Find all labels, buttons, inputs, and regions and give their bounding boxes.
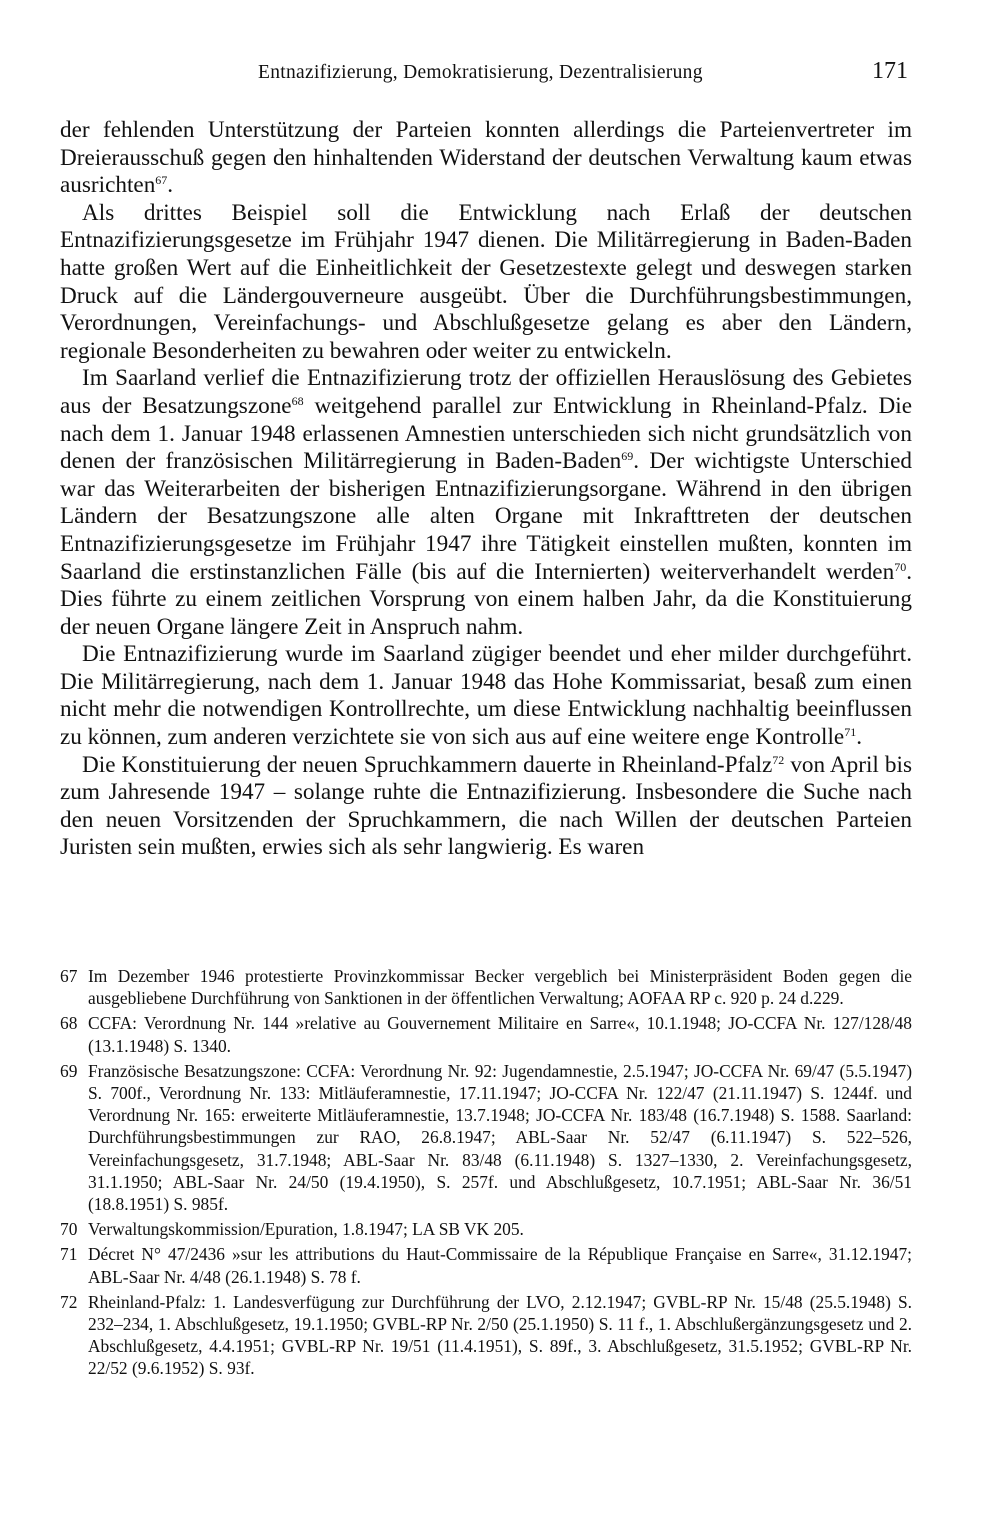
paragraph-text: . Der wichtigste Unterschied war das Weiterarbeiten der bisherigen Entnazifizierungsorgane. Während in den übrigen Ländern der Besatzungszone alle alten Organe mit Inkrafttreten der deutschen Entnazifizierungsgesetze im Frühjahr 1947 ihre Tätigkeit einstellen mußten, konnten im Saarland die erstinstanzlichen Fälle (bis auf die Internierten) weiterverhandelt werden xyxy=(60,448,912,585)
body-paragraph xyxy=(60,365,912,641)
footnote xyxy=(60,1060,912,1215)
footnote-reference: 68 xyxy=(291,393,304,408)
footnote xyxy=(60,1291,912,1380)
footnote-text: CCFA: Verordnung Nr. 144 »relative au Gouvernement Militaire en Sarre«, 10.1.1948; JO-CCFA Nr. 127/128/48 (13.1.1948) S. 1340. xyxy=(88,1013,912,1056)
paragraph-text: Im Saarland verlief die Entnazifizierung trotz der offiziellen Herauslösung des Gebietes aus der Besatzungszone xyxy=(60,365,912,419)
footnote-number: 71 xyxy=(60,1244,78,1265)
footnote-text: Décret N° 47/2436 »sur les attributions du Haut-Commissaire de la République Française en Sarre«, 31.12.1947; ABL-Saar Nr. 4/48 (26.1.1948) S. 78 f. xyxy=(88,1244,912,1287)
footnote-reference: 69 xyxy=(621,449,634,464)
footnote-number: 70 xyxy=(60,1219,78,1240)
body-paragraph xyxy=(60,200,912,366)
body-paragraph xyxy=(60,117,912,200)
body-paragraph xyxy=(60,752,912,862)
footnote-text: Verwaltungskommission/Epuration, 1.8.1947; LA SB VK 205. xyxy=(88,1219,524,1240)
paragraph-text: von April bis zum Jahresende 1947 – solange ruhte die Entnazifizierung. Insbesondere die Suche nach den neuen Vorsitzenden der Spruchkammern, die nach Willen der deutschen Parteien Juristen sein mußten, erwies sich als sehr langwierig. Es waren xyxy=(60,751,912,861)
paragraph-text: . Dies führte zu einem zeitlichen Vorsprung von einem halben Jahr, da die Konstituierung der neuen Organe längere Zeit in Anspruch nahm. xyxy=(60,558,912,640)
running-head: Entnazifizierung, Demokratisierung, Dezentralisierung xyxy=(258,62,703,83)
body-text xyxy=(60,117,912,862)
footnote xyxy=(60,965,912,1009)
footnote-text: Rheinland-Pfalz: 1. Landesverfügung zur Durchführung der LVO, 2.12.1947; GVBL-RP Nr. 15/48 (25.5.1948) S. 232–234, 1. Abschlußgesetz, 19.1.1950; GVBL-RP Nr. 2/50 (25.1.1950) S. 11 f., 1. Abschlußergänzungsgesetz und 2. Abschlußgesetz, 4.4.1951; GVBL-RP Nr. 19/51 (11.4.1951), S. 89f., 3. Abschlußgesetz, 31.5.1952; GVBL-RP Nr. 22/52 (9.6.1952) S. 93f. xyxy=(88,1291,912,1379)
paragraph-text: Die Entnazifizierung wurde im Saarland zügiger beendet und eher milder durchgeführt. Die Militärregierung, nach dem 1. Januar 1948 das Hohe Kommissariat, besaß zum einen nicht mehr die notwendigen Kontrollrechte, um diese Entwicklung nachhaltig beeinflussen zu können, zum anderen verzichtete sie von sich aus auf eine weitere enge Kontrolle xyxy=(60,641,912,751)
footnote-reference: 67 xyxy=(155,173,168,188)
footnote-number: 72 xyxy=(60,1291,78,1312)
footnote-reference: 70 xyxy=(894,559,907,574)
page-number: 171 xyxy=(872,58,908,84)
paragraph-text: weitgehend parallel zur Entwicklung in Rheinland-Pfalz. Die nach dem 1. Januar 1948 erlassenen Amnestien unterschieden sich nicht grundsätzlich von denen der französischen Militärregierung in Baden-Baden xyxy=(60,392,912,475)
paragraph-text: Als drittes Beispiel soll die Entwicklung nach Erlaß der deutschen Entnazifizierungsgesetze im Frühjahr 1947 dienen. Die Militärregierung in Baden-Baden hatte großen Wert auf die Einheitlichkeit der Gesetzestexte gelegt und deswegen starken Druck auf die Ländergouverneure ausgeübt. Über die Durchführungsbestimmungen, Verordnungen, Vereinfachungs- und Abschlußgesetze gelang es aber den Ländern, regionale Besonderheiten zu bewahren oder weiter zu entwickeln. xyxy=(60,199,912,364)
footnote-reference: 72 xyxy=(772,752,785,767)
footnote-text: Im Dezember 1946 protestierte Provinzkommissar Becker vergeblich bei Ministerpräsident Boden gegen die ausgebliebene Durchführung von Sanktionen in der öffentlichen Verwaltung; AOFAA RP c. 920 p. 24 d.229. xyxy=(88,966,912,1009)
footnote-reference: 71 xyxy=(844,725,857,740)
paragraph-text: . xyxy=(167,172,174,199)
footnote-number: 68 xyxy=(60,1013,78,1034)
paragraph-text: der fehlenden Unterstützung der Parteien konnten allerdings die Parteienvertreter im Dreierausschuß gegen den hinhaltenden Widerstand der deutschen Verwaltung kaum etwas ausrichten xyxy=(60,117,912,199)
page-header xyxy=(60,60,908,96)
footnote-number: 69 xyxy=(60,1060,78,1081)
footnote xyxy=(60,1012,912,1056)
footnotes xyxy=(60,965,912,1383)
paragraph-text: . xyxy=(856,724,862,751)
paragraph-text: Die Konstituierung der neuen Spruchkammern dauerte in Rheinland-Pfalz xyxy=(82,751,773,778)
footnote-text: Französische Besatzungszone: CCFA: Verordnung Nr. 92: Jugendamnestie, 2.5.1947; JO-CCFA Nr. 69/47 (5.5.1947) S. 700f., Verordnung Nr. 133: Mitläuferamnestie, 17.11.1947; JO-CCFA Nr. 122/47 (21.11.1947) S. 1244f. und Verordnung Nr. 165: erweiterte Mitläuferamnestie, 13.7.1948; JO-CCFA Nr. 183/48 (16.7.1948) S. 1588. Saarland: Durchführungsbestimmungen zur RAO, 26.8.1947; ABL-Saar Nr. 52/47 (6.11.1947) S. 522–526, Vereinfachungsgesetz, 31.7.1948; ABL-Saar Nr. 83/48 (6.11.1948) S. 1327–1330, 2. Vereinfachungsgesetz, 31.1.1950; ABL-Saar Nr. 24/50 (19.4.1950), S. 257f. und Abschlußgesetz, 10.7.1951; ABL-Saar Nr. 36/51 (18.8.1951) S. 985f. xyxy=(88,1060,912,1215)
footnote xyxy=(60,1218,912,1240)
footnote-number: 67 xyxy=(60,966,78,986)
footnote xyxy=(60,1243,912,1287)
body-paragraph xyxy=(60,641,912,751)
